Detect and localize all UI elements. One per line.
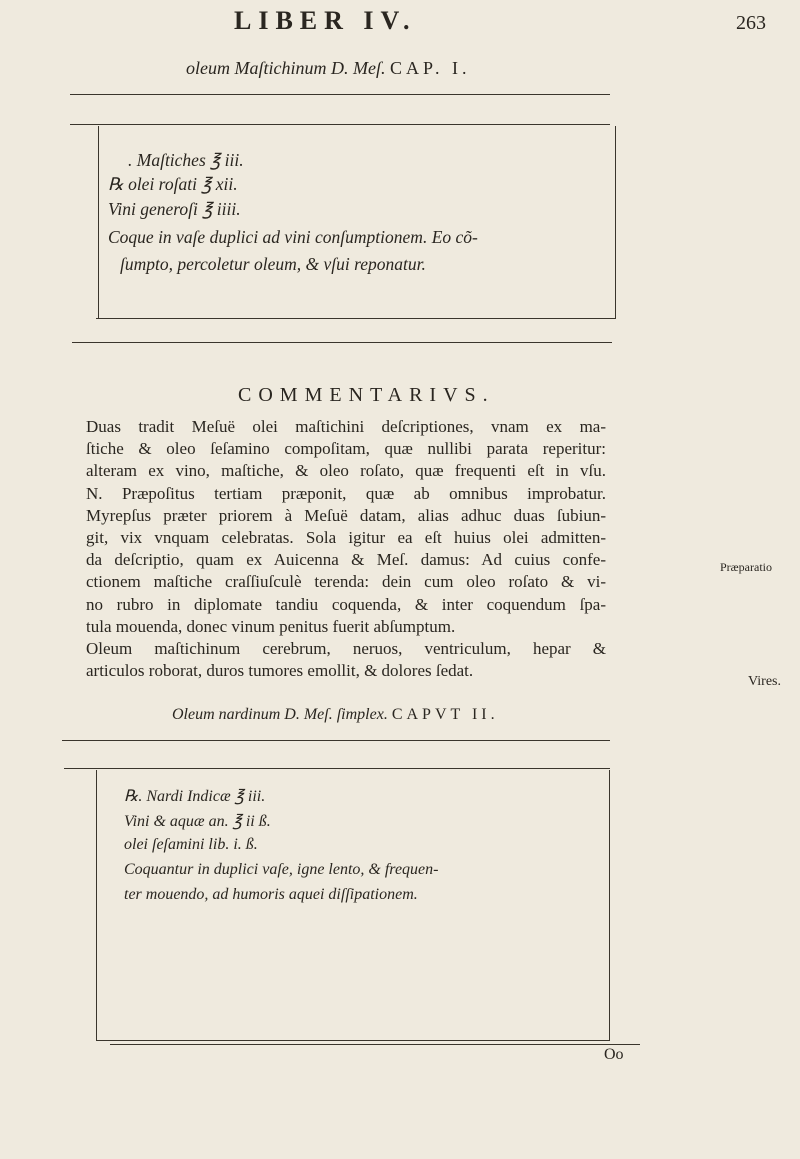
commentary-line: tula mouenda, donec vinum penitus fuerit abſumptum.	[86, 616, 456, 636]
chapter-1-heading	[186, 58, 470, 79]
recipe-1-line: ℞ olei roſati ℥ xii.	[108, 174, 238, 194]
recipe-2-line: olei ſeſamini lib. i. ß.	[124, 836, 258, 853]
recipe-2-line: Vini & aquæ an. ℥ ii ß.	[124, 813, 271, 830]
margin-note-preparatio: Præparatio	[720, 560, 772, 574]
commentary-line: N. Præpoſitus tertiam præponit, quæ ab omnibus improbatur.	[86, 483, 606, 503]
recipe-1-line: Coque in vaſe duplici ad vini conſumptionem. Eo cõ-	[108, 227, 478, 247]
recipe-1-line: . Maſtiches ℥ iii.	[128, 150, 244, 170]
recipe-2-line: ℞. Nardi Indicæ ℥ iii.	[124, 788, 266, 805]
recipe-2-line: ter mouendo, ad humoris aquei diſſipationem.	[124, 886, 418, 903]
commentary-line: Myrepſus præter priorem à Meſuë datam, alias adhuc duas ſubiun-	[86, 505, 606, 525]
running-head	[0, 6, 800, 42]
rule-inner-1	[70, 124, 610, 125]
book-title: LIBER IV.	[234, 6, 417, 35]
chapter-2-title: Oleum nardinum D. Meſ. ſimplex.	[172, 706, 388, 723]
chapter-1-number: CAP. I.	[389, 58, 471, 78]
commentary-line: ctionem maſtiche craſſiuſculè terenda: dein cum oleo roſato & vi-	[86, 572, 606, 592]
commentary-line: Duas tradit Meſuë olei maſtichini deſcriptiones, vnam ex ma-	[86, 417, 606, 436]
commentary-line: Oleum maſtichinum cerebrum, neruos, ventriculum, hepar &	[86, 639, 606, 659]
recipe-1-line: ſumpto, percoletur oleum, & vſui reponatur.	[120, 254, 426, 274]
rule-bottom-2	[96, 1040, 610, 1041]
chapter-2-heading	[172, 706, 499, 724]
rule-top-2	[62, 740, 610, 741]
commentary-line: no rubro in diplomate tandiu coquenda, & inter coquendum ſpa-	[86, 594, 606, 614]
page-number: 263	[736, 12, 766, 34]
commentary-title: COMMENTARIVS.	[238, 384, 495, 406]
commentary-line: git, vix vnquam celebratas. Sola igitur ea eſt huius olei admitten-	[86, 528, 606, 548]
rule-bottom-1	[96, 318, 616, 319]
commentary-line: articulos roborat, duros tumores emollit, & dolores ſedat.	[86, 661, 474, 681]
recipe-1-line: Vini generoſi ℥ iiii.	[108, 199, 241, 219]
recipe-2-line: Coquantur in duplici vaſe, igne lento, & frequen-	[124, 861, 439, 878]
rule-top-1	[70, 94, 610, 95]
rule-inner-2	[64, 768, 610, 769]
commentary-line: da deſcriptio, quam ex Auicenna & Meſ. damus: Ad cuius confe-	[86, 550, 606, 570]
margin-note-vires: Vires.	[748, 674, 781, 689]
commentary-body	[86, 416, 606, 682]
catchword: Oo	[604, 1046, 624, 1063]
rule-outer-1	[72, 342, 612, 343]
commentary-line: alteram ex vino, maſtiche, & oleo roſato, quæ frequenti eſt in vſu.	[86, 461, 606, 481]
commentary-line: ſtiche & oleo ſeſamino compoſitam, quæ nullibi parata reperitur:	[86, 439, 606, 459]
chapter-1-title: oleum Maſtichinum D. Meſ.	[186, 58, 386, 78]
rule-outer-2	[110, 1044, 640, 1045]
chapter-2-number: CAPVT II.	[391, 706, 499, 723]
